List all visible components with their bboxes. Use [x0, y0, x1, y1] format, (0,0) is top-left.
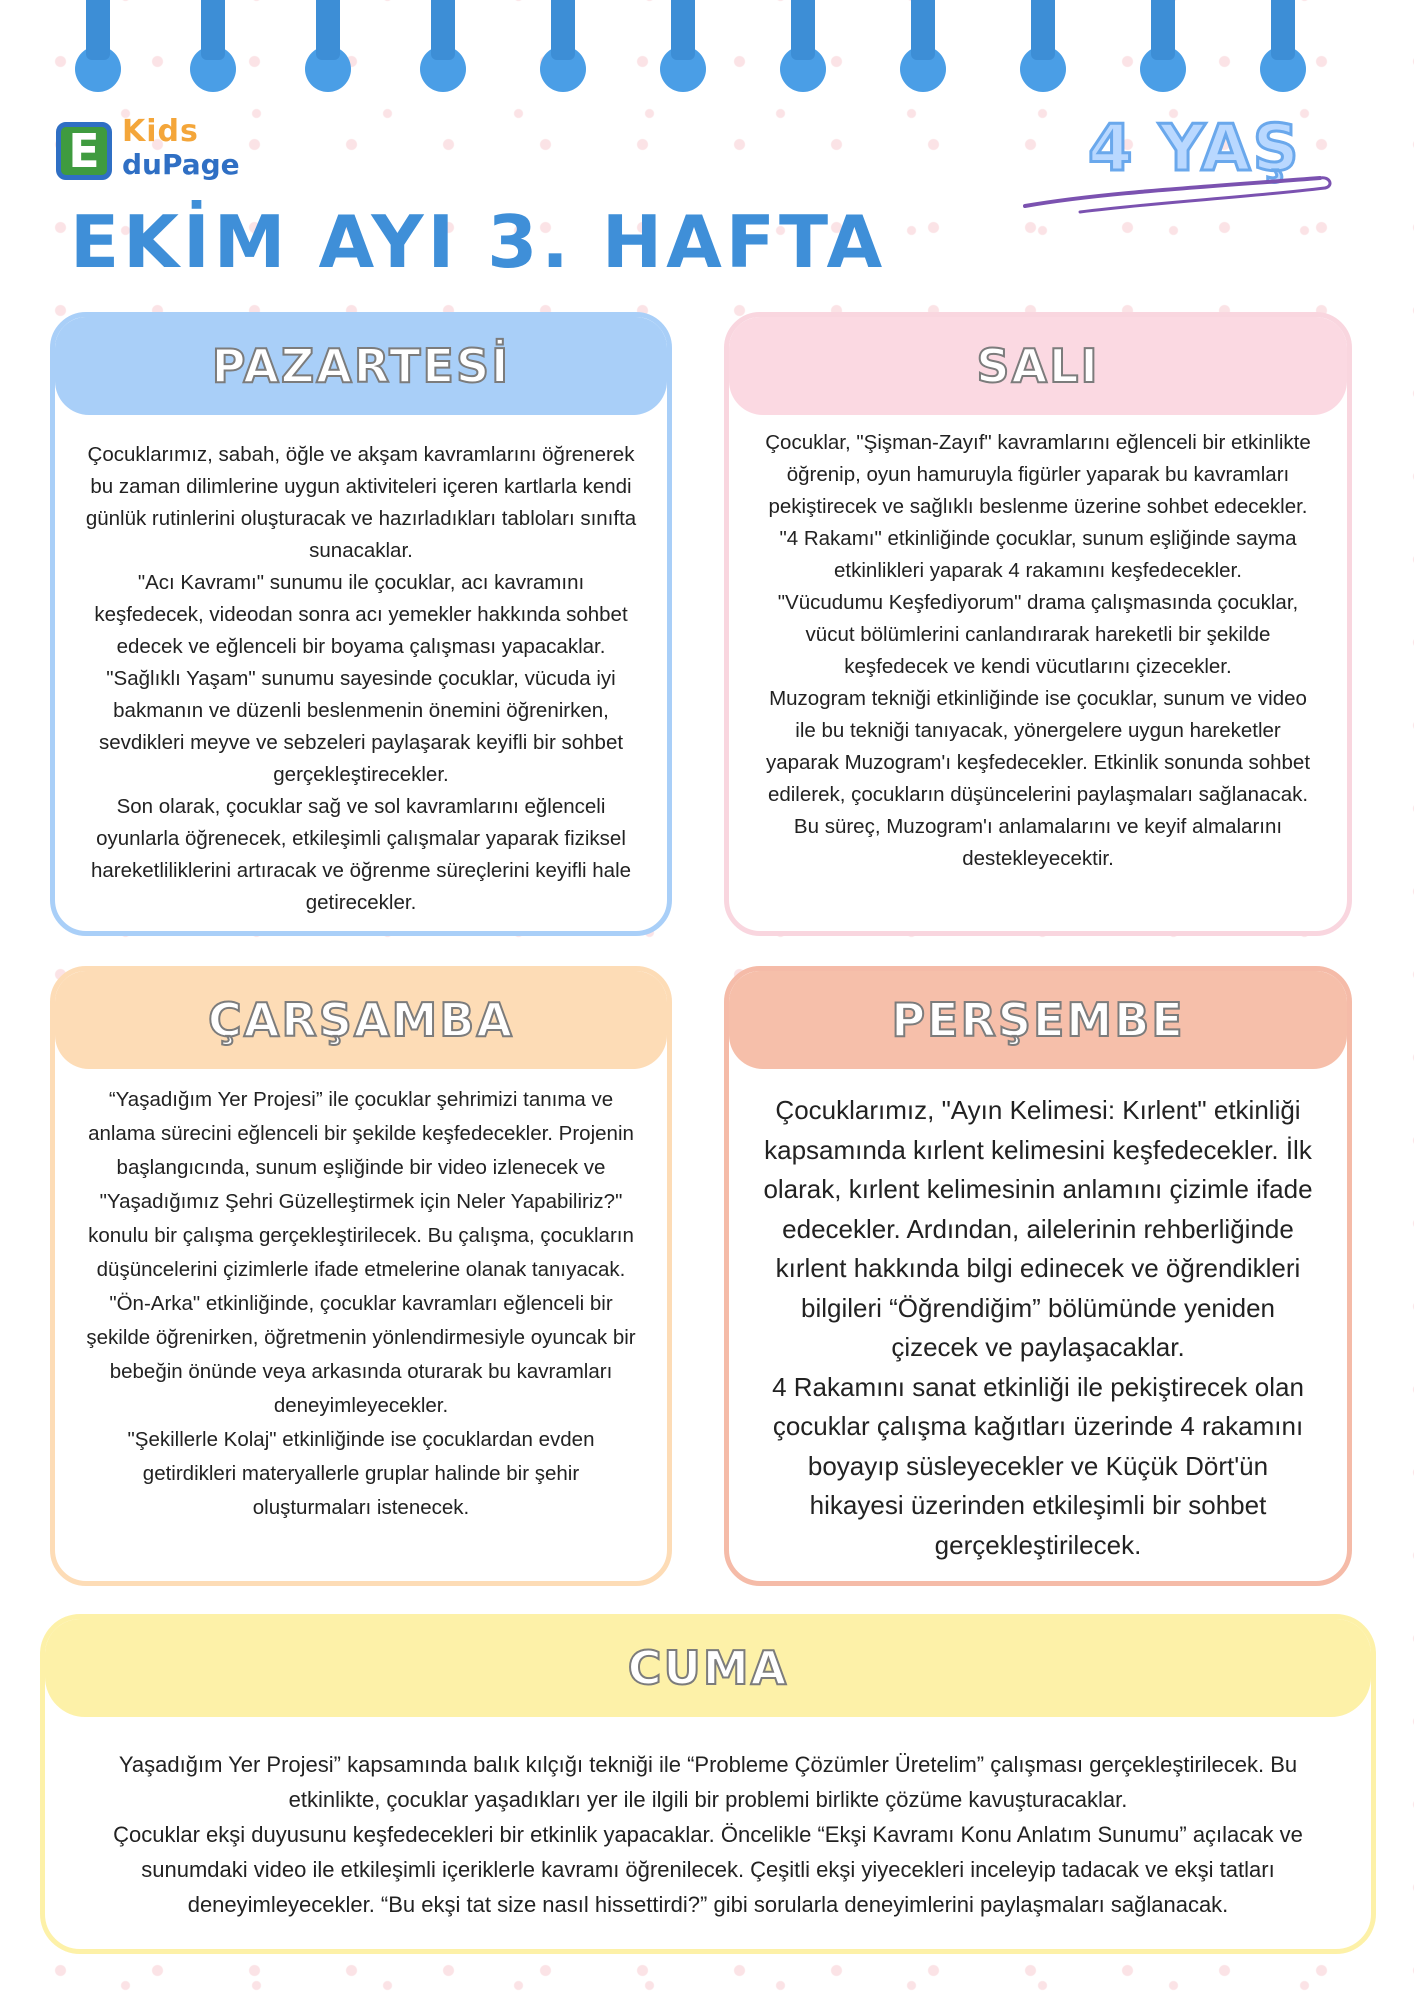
card-tuesday-header	[729, 317, 1347, 415]
card-tuesday	[724, 312, 1352, 936]
logo-top-text: Kids	[122, 114, 199, 149]
paragraph: "Şekillerle Kolaj" etkinliğinde ise çocuklardan evden getirdikleri materyallerle gruplar halinde bir şehir oluşturmaları istenecek.	[127, 1428, 595, 1519]
paragraph: "Sağlıklı Yaşam" sunumu sayesinde çocuklar, vücuda iyi bakmanın ve düzenli beslenmenin önemini öğrenirken, sevdikleri meyve ve sebzeleri paylaşarak keyifli bir sohbet gerçekleştirecekler.	[98, 667, 624, 786]
decorative-swash-icon	[1020, 168, 1340, 218]
card-monday-header	[55, 317, 667, 415]
binding-ring	[1140, 0, 1186, 95]
binding-ring	[900, 0, 946, 95]
spiral-binding	[0, 0, 1414, 100]
paragraph: “Yaşadığım Yer Projesi” ile çocuklar şehrimizi tanıma ve anlama sürecini eğlenceli bir şekilde keşfedecekler. Projenin başlangıcında, sunum eşliğinde bir video izlenecek ve "Yaşadığımız Şehri Güzelleştirmek için Neler Yapabiliriz?" konulu bir çalışma gerçekleştirilecek. Bu çalışma, çocukların düşüncelerini çizimlerle ifade etmelerine olanak tanıyacak.	[88, 1088, 634, 1281]
paragraph: Çocuklar ekşi duyusunu keşfedecekleri bir etkinlik yapacaklar. Öncelikle “Ekşi Kavramı Konu Anlatım Sunumu” açılacak ve sunumdaki video ile etkileşimli içeriklerle kavramı öğrenilecek. Çeşitli ekşi yiyecekleri inceleyip tadacak ve ekşi tatları deneyimleyecekler. “Bu ekşi tat size nasıl hissettirdi?” gibi sorularla deneyimlerini paylaşmaları sağlanacak.	[113, 1822, 1303, 1917]
card-monday	[50, 312, 672, 936]
paragraph: Yaşadığım Yer Projesi” kapsamında balık kılçığı tekniği ile “Probleme Çözümler Üretelim” çalışması gerçekleştirilecek. Bu etkinlikte, çocuklar yaşadıkları yer ile ilgili bir problemi birlikte çözüme kavuşturacaklar.	[118, 1752, 1298, 1812]
card-tuesday-text	[759, 427, 1317, 875]
card-friday-header	[45, 1619, 1371, 1717]
card-wednesday-title: ÇARŞAMBA	[208, 993, 514, 1047]
binding-ring	[190, 0, 236, 95]
logo-bottom-text: duPage	[122, 148, 240, 181]
binding-ring	[75, 0, 121, 95]
paragraph: "Vücudumu Keşfediyorum" drama çalışmasında çocuklar, vücut bölümlerini canlandırarak hareketli bir şekilde keşfedecek ve kendi vücutlarını çizecekler.	[777, 591, 1299, 678]
paragraph: Çocuklar, "Şişman-Zayıf" kavramlarını eğlenceli bir etkinlikte öğrenip, oyun hamuruyla figürler yaparak bu kavramları pekiştirecek ve sağlıklı beslenme üzerine sohbet edecekler.	[765, 431, 1311, 518]
binding-ring	[540, 0, 586, 95]
card-friday-title: CUMA	[627, 1641, 789, 1695]
paragraph: Çocuklarımız, sabah, öğle ve akşam kavramlarını öğrenerek bu zaman dilimlerine uygun aktiviteleri içeren kartlarla kendi günlük rutinlerini oluşturacak ve hazırladıkları tabloları sınıfta sunacaklar.	[85, 443, 637, 562]
card-thursday	[724, 966, 1352, 1586]
card-wednesday-text	[85, 1083, 637, 1525]
logo-letter: E	[56, 122, 112, 180]
card-monday-text	[85, 439, 637, 919]
paragraph: "4 Rakamı" etkinliğinde çocuklar, sunum eşliğinde sayma etkinlikleri yaparak 4 rakamını keşfedecekler.	[779, 527, 1297, 582]
binding-ring	[1260, 0, 1306, 95]
card-thursday-text	[759, 1091, 1317, 1565]
paragraph: Çocuklarımız, "Ayın Kelimesi: Kırlent" etkinliği kapsamında kırlent kelimesini keşfedecekler. İlk olarak, kırlent kelimesinin anlamını çizimle ifade edecekler. Ardından, ailelerinin rehberliğinde kırlent hakkında bilgi edinecek ve öğrendikleri bilgileri “Öğrendiğim” bölümünde yeniden çizecek ve paylaşacaklar.	[763, 1095, 1313, 1362]
card-wednesday	[50, 966, 672, 1586]
card-thursday-header	[729, 971, 1347, 1069]
paragraph: Muzogram tekniği etkinliğinde ise çocuklar, sunum ve video ile bu tekniği tanıyacak, yönergelere uygun hareketler yaparak Muzogram'ı keşfedecekler. Etkinlik sonunda sohbet edilerek, çocukların düşüncelerini paylaşmaları sağlanacak. Bu süreç, Muzogram'ı anlamalarını ve keyif almalarını destekleyecektir.	[765, 687, 1311, 870]
paragraph: Son olarak, çocuklar sağ ve sol kavramlarını eğlenceli oyunlarla öğrenecek, etkileşimli çalışmalar yaparak fiziksel hareketliliklerini artıracak ve öğrenme süreçlerini keyifli hale getirecekler.	[90, 795, 632, 914]
card-thursday-title: PERŞEMBE	[891, 993, 1185, 1047]
binding-ring	[420, 0, 466, 95]
card-tuesday-title: SALI	[976, 339, 1100, 393]
binding-ring	[1020, 0, 1066, 95]
binding-ring	[660, 0, 706, 95]
age-label: 4 YAŞ	[1088, 112, 1301, 186]
paragraph: "Ön-Arka" etkinliğinde, çocuklar kavramları eğlenceli bir şekilde öğrenirken, öğretmenin yönlendirmesiyle oyuncak bir bebeğin önünde veya arkasında oturarak bu kavramları deneyimleyecekler.	[86, 1292, 636, 1417]
binding-ring	[305, 0, 351, 95]
card-monday-title: PAZARTESİ	[211, 339, 511, 393]
kids-edupage-logo	[56, 114, 240, 190]
card-friday-text	[85, 1747, 1331, 1922]
card-friday	[40, 1614, 1376, 1954]
card-wednesday-header	[55, 971, 667, 1069]
paragraph: 4 Rakamını sanat etkinliği ile pekiştirecek olan çocuklar çalışma kağıtları üzerinde 4 rakamını boyayıp süsleyecekler ve Küçük Dört'ün hikayesi üzerinden etkileşimli bir sohbet gerçekleştirilecek.	[772, 1371, 1304, 1560]
page-title: EKİM AYI 3. HAFTA	[70, 200, 887, 284]
paragraph: "Acı Kavramı" sunumu ile çocuklar, acı kavramını keşfedecek, videodan sonra acı yemekler hakkında sohbet edecek ve eğlenceli bir boyama çalışması yapacaklar.	[94, 571, 628, 658]
binding-ring	[780, 0, 826, 95]
